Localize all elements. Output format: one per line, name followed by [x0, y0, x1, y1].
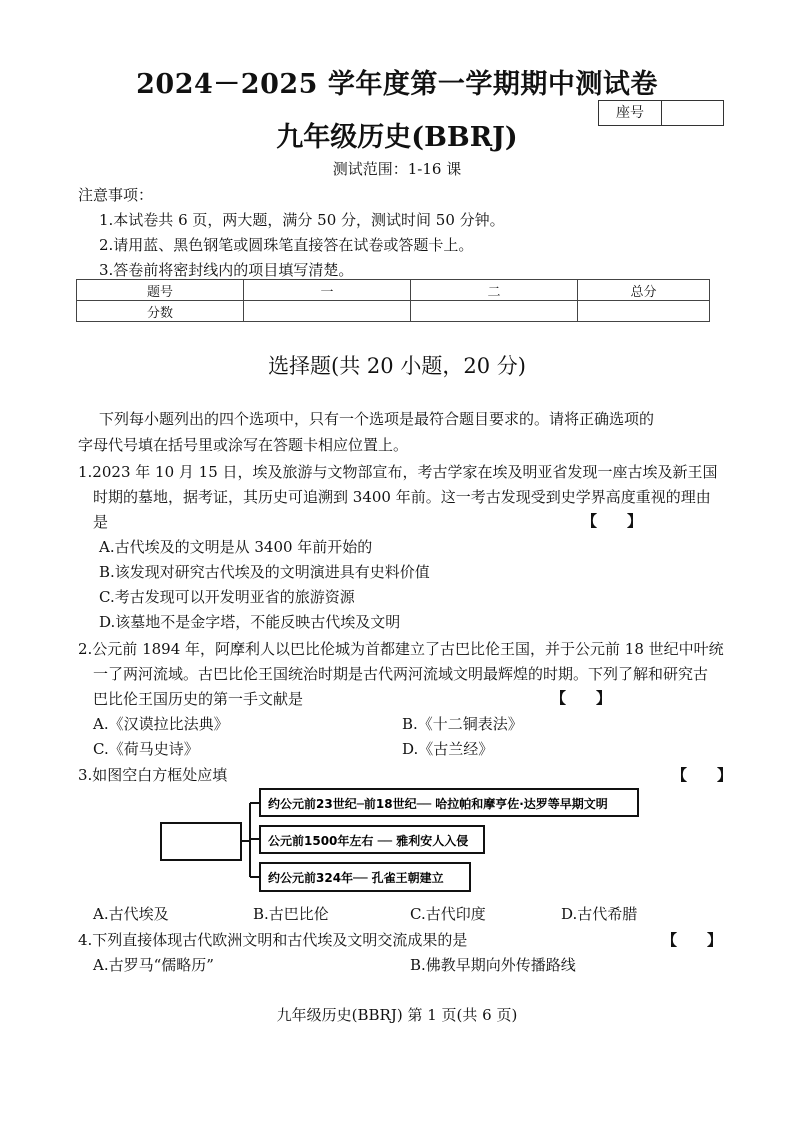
option: A.古代埃及的文明是从 3400 年前开始的	[99, 538, 373, 556]
answer-bracket[interactable]: 【 】	[672, 766, 733, 784]
question-2-text: 2.公元前 1894 年，阿摩利人以巴比伦城为首都建立了古巴比伦王国，并于公元前 18 世纪中叶统	[78, 640, 724, 658]
answer-bracket[interactable]: 【 】	[551, 689, 612, 707]
score-table-header-row	[77, 280, 710, 301]
section-instruction: 字母代号填在括号里或涂写在答题卡相应位置上。	[78, 436, 409, 454]
score-cell[interactable]	[578, 301, 710, 322]
option: A.《汉谟拉比法典》	[93, 715, 229, 733]
score-cell[interactable]	[244, 301, 411, 322]
option: B.该发现对研究古代埃及的文明演进具有史料价值	[99, 563, 430, 581]
option: D.古代希腊	[561, 905, 638, 923]
score-header-cell: 二	[411, 280, 578, 301]
score-table	[76, 279, 710, 322]
seat-number-label: 座号	[599, 101, 662, 125]
note-item: 1.本试卷共 6 页，两大题，满分 50 分，测试时间 50 分钟。	[99, 211, 505, 229]
question-2-text: 巴比伦王国历史的第一手文献是	[93, 690, 304, 708]
option: C.古代印度	[410, 905, 486, 923]
seat-number-field[interactable]	[662, 101, 723, 125]
answer-bracket[interactable]: 【 】	[662, 931, 723, 949]
question-3-text: 3.如图空白方框处应填	[78, 766, 228, 784]
page-footer: 九年级历史(BBRJ) 第 1 页(共 6 页)	[276, 1006, 518, 1024]
option: B.《十二铜表法》	[402, 715, 523, 733]
question-1-text: 是	[93, 513, 109, 531]
timeline-entry: 公元前1500年左右 ── 雅利安人入侵	[268, 834, 469, 848]
question-1-text: 1.2023 年 10 月 15 日，埃及旅游与文物部宣布，考古学家在埃及明亚省发现一座古埃及新王国	[78, 463, 718, 481]
option: C.考古发现可以开发明亚省的旅游资源	[99, 588, 355, 606]
section-title: 选择题(共 20 小题，20 分)	[268, 354, 526, 378]
score-header-cell: 题号	[77, 280, 244, 301]
score-cell[interactable]	[411, 301, 578, 322]
question-2-text: 一了两河流域。古巴比伦王国统治时期是古代两河流域文明最辉煌的时期。下列了解和研究古	[93, 665, 709, 683]
section-instruction: 下列每小题列出的四个选项中，只有一个选项是最符合题目要求的。请将正确选项的	[99, 410, 655, 428]
question-4-text: 4.下列直接体现古代欧洲文明和古代埃及文明交流成果的是	[78, 931, 468, 949]
question-1-text: 时期的墓地，据考证，其历史可追溯到 3400 年前。这一考古发现受到史学界高度重视的理由	[93, 488, 711, 506]
answer-bracket[interactable]: 【 】	[582, 512, 643, 530]
timeline-entry: 约公元前23世纪─前18世纪── 哈拉帕和摩亨佐·达罗等早期文明	[268, 797, 608, 811]
score-header-cell: 总分	[578, 280, 710, 301]
test-range: 测试范围：1-16 课	[332, 160, 462, 178]
seat-number-box	[598, 100, 724, 126]
exam-subtitle: 九年级历史(BBRJ)	[276, 122, 518, 153]
blank-answer-box[interactable]	[161, 823, 241, 860]
timeline-entry: 约公元前324年── 孔雀王朝建立	[268, 871, 444, 885]
timeline-diagram	[160, 786, 640, 896]
score-table-row	[77, 301, 710, 322]
option: D.《古兰经》	[402, 740, 494, 758]
option: B.佛教早期向外传播路线	[410, 956, 576, 974]
option: B.古巴比伦	[253, 905, 329, 923]
exam-title: 2024－2025 学年度第一学期期中测试卷	[136, 69, 658, 100]
option: C.《荷马史诗》	[93, 740, 199, 758]
note-item: 2.请用蓝、黑色钢笔或圆珠笔直接答在试卷或答题卡上。	[99, 236, 474, 254]
option: A.古罗马“儒略历”	[93, 956, 214, 974]
note-item: 3.答卷前将密封线内的项目填写清楚。	[99, 261, 354, 279]
option: A.古代埃及	[93, 905, 169, 923]
score-header-cell: 一	[244, 280, 411, 301]
score-row-label: 分数	[77, 301, 244, 322]
option: D.该墓地不是金字塔，不能反映古代埃及文明	[99, 613, 401, 631]
notes-heading: 注意事项：	[78, 186, 154, 204]
